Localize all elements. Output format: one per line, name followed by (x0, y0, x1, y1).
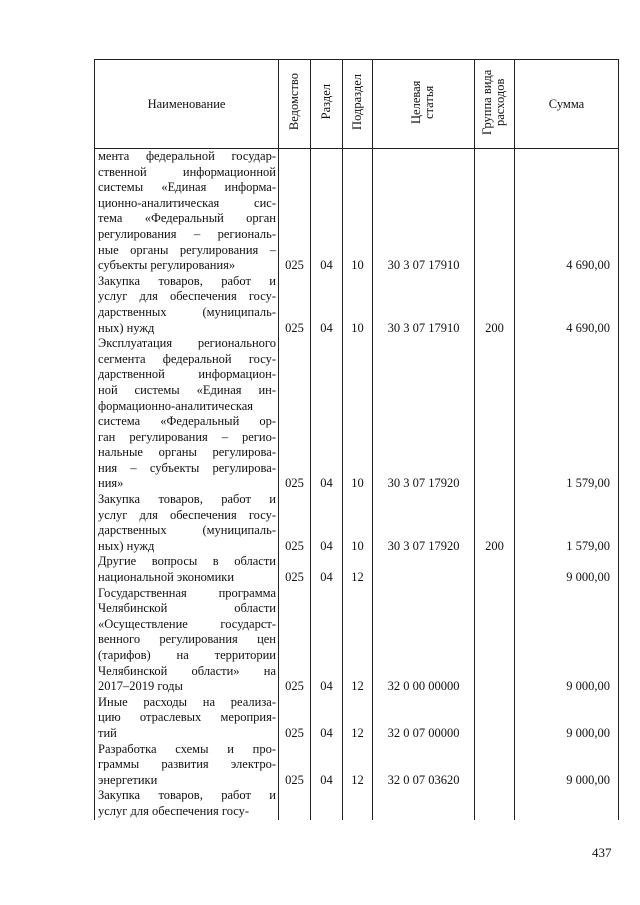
row-subsection-cell: 12 (343, 586, 373, 695)
row-subsection-cell: 10 (343, 274, 373, 336)
row-target-item-cell: 30 3 07 17910 (373, 149, 475, 274)
row-name-line: Челябинской области» на (98, 663, 276, 678)
row-name-line: ной системы «Единая ин- (98, 382, 276, 397)
row-name-line: дарственных (муниципаль- (98, 523, 276, 538)
page-number: 437 (592, 845, 612, 860)
table-row (95, 336, 619, 492)
row-name-line: ных) нужд (98, 538, 155, 553)
row-department-cell: 025 (279, 586, 311, 695)
header-department: Ведомство (279, 60, 311, 149)
row-department-cell: 025 (279, 274, 311, 336)
row-amount-cell: 1 579,00 (515, 492, 619, 554)
row-subsection-cell: 10 (343, 336, 373, 492)
row-name-line: система «Федеральный ор- (98, 414, 276, 429)
row-name-cell (95, 149, 279, 274)
row-name-line: энергетики (98, 772, 158, 787)
row-name-line: (тарифов) на территории (98, 648, 276, 662)
row-name-cell (95, 554, 279, 585)
row-name-line: Закупка товаров, работ и (98, 273, 276, 288)
row-expense-group-cell (475, 586, 515, 695)
table-header-row (95, 60, 619, 149)
row-name-line: ных) нужд (98, 320, 155, 335)
row-department-cell: 025 (279, 149, 311, 274)
header-name: Наименование (95, 60, 279, 149)
table-row (95, 586, 619, 695)
row-amount-cell (515, 788, 619, 819)
row-department-cell: 025 (279, 492, 311, 554)
row-section-cell: 04 (311, 695, 343, 742)
row-name-line: «Осуществление государст- (98, 616, 276, 631)
row-expense-group-cell (475, 336, 515, 492)
row-section-cell: 04 (311, 742, 343, 789)
row-name-line: ционно-аналитическая сис- (98, 195, 276, 210)
row-subsection-cell: 12 (343, 742, 373, 789)
row-target-item-cell: 32 0 07 03620 (373, 742, 475, 789)
row-section-cell: 04 (311, 149, 343, 274)
row-target-item-cell: 32 0 07 00000 (373, 695, 475, 742)
row-name-line: системы «Единая информа- (98, 180, 276, 195)
row-expense-group-cell: 200 (475, 274, 515, 336)
row-target-item-cell: 30 3 07 17920 (373, 492, 475, 554)
row-amount-cell: 4 690,00 (515, 149, 619, 274)
row-section-cell: 04 (311, 336, 343, 492)
row-department-cell: 025 (279, 554, 311, 585)
table-row (95, 695, 619, 742)
row-expense-group-cell (475, 742, 515, 789)
row-subsection-cell: 12 (343, 554, 373, 585)
row-name-line: 2017–2019 годы (98, 679, 183, 694)
header-expense-group: Группа вида расходов (475, 60, 515, 149)
header-target-item: Целевая статья (373, 60, 475, 149)
row-expense-group-cell (475, 695, 515, 742)
header-subsection: Подраздел (343, 60, 373, 149)
row-target-item-cell: 30 3 07 17910 (373, 274, 475, 336)
row-name-line: национальной экономики (98, 570, 235, 585)
table-row (95, 742, 619, 789)
row-name-line: Государственная программа (98, 585, 276, 600)
row-amount-cell: 9 000,00 (515, 742, 619, 789)
row-name-line: субъекты регулирования» (98, 258, 236, 273)
row-target-item-cell: 32 0 00 00000 (373, 586, 475, 695)
row-target-item-cell: 30 3 07 17920 (373, 336, 475, 492)
row-amount-cell: 9 000,00 (515, 554, 619, 585)
row-name-line: цию отраслевых мероприя- (98, 710, 276, 725)
row-name-line: венного регулирования цен (98, 632, 276, 647)
header-section: Раздел (311, 60, 343, 149)
row-name-line: Закупка товаров, работ и (98, 492, 276, 507)
row-target-item-cell (373, 554, 475, 585)
row-name-line: регулирования – региональ- (98, 226, 276, 241)
row-name-line: тий (98, 725, 117, 740)
row-name-line: сегмента федеральной госу- (98, 351, 276, 366)
row-expense-group-cell: 200 (475, 492, 515, 554)
row-subsection-cell: 12 (343, 695, 373, 742)
row-amount-cell: 4 690,00 (515, 274, 619, 336)
row-name-cell (95, 742, 279, 789)
table-row (95, 149, 619, 274)
table-row (95, 554, 619, 585)
row-amount-cell: 1 579,00 (515, 336, 619, 492)
row-department-cell: 025 (279, 336, 311, 492)
row-name-line: Эксплуатация регионального (98, 336, 276, 351)
row-name-cell (95, 336, 279, 492)
row-name-line: услуг для обеспечения госу- (98, 803, 250, 818)
row-name-line: ния» (98, 476, 124, 491)
table-row (95, 274, 619, 336)
row-subsection-cell: 10 (343, 492, 373, 554)
row-expense-group-cell (475, 788, 515, 819)
header-amount: Сумма (515, 60, 619, 149)
row-name-line: формационно-аналитическая (98, 398, 254, 413)
row-subsection-cell: 10 (343, 149, 373, 274)
row-section-cell: 04 (311, 274, 343, 336)
row-name-line: дарственных (муниципаль- (98, 304, 276, 319)
row-amount-cell: 9 000,00 (515, 695, 619, 742)
row-name-line: Челябинской области (98, 601, 276, 616)
row-name-cell (95, 492, 279, 554)
row-name-line: граммы развития электро- (98, 757, 276, 772)
row-section-cell: 04 (311, 554, 343, 585)
row-name-line: услуг для обеспечения госу- (98, 289, 276, 304)
row-department-cell (279, 788, 311, 819)
table-row (95, 492, 619, 554)
row-expense-group-cell (475, 554, 515, 585)
row-subsection-cell (343, 788, 373, 819)
row-name-line: ния – субъекты регулирова- (98, 460, 276, 475)
row-name-cell (95, 274, 279, 336)
row-name-line: Иные расходы на реализа- (98, 694, 276, 709)
table-row (95, 788, 619, 819)
row-name-cell (95, 586, 279, 695)
row-name-line: дарственной информацион- (98, 367, 276, 382)
row-amount-cell: 9 000,00 (515, 586, 619, 695)
budget-table (94, 59, 619, 820)
row-name-line: ные органы регулирования – (98, 242, 276, 257)
row-name-line: Закупка товаров, работ и (98, 788, 276, 803)
row-section-cell (311, 788, 343, 819)
row-section-cell: 04 (311, 586, 343, 695)
row-name-line: Другие вопросы в области (98, 554, 276, 569)
row-name-line: ган регулирования – регио- (98, 429, 276, 444)
row-target-item-cell (373, 788, 475, 819)
row-name-line: Разработка схемы и про- (98, 741, 276, 756)
row-name-line: тема «Федеральный орган (98, 211, 276, 226)
row-name-cell (95, 695, 279, 742)
row-name-line: нальные органы регулирова- (98, 445, 276, 460)
row-department-cell: 025 (279, 695, 311, 742)
row-name-line: ственной информационной (98, 164, 276, 179)
table-body (95, 149, 619, 820)
row-name-cell (95, 788, 279, 819)
row-expense-group-cell (475, 149, 515, 274)
row-department-cell: 025 (279, 742, 311, 789)
row-name-line: услуг для обеспечения госу- (98, 507, 276, 522)
row-name-line: мента федеральной государ- (98, 149, 276, 163)
row-section-cell: 04 (311, 492, 343, 554)
